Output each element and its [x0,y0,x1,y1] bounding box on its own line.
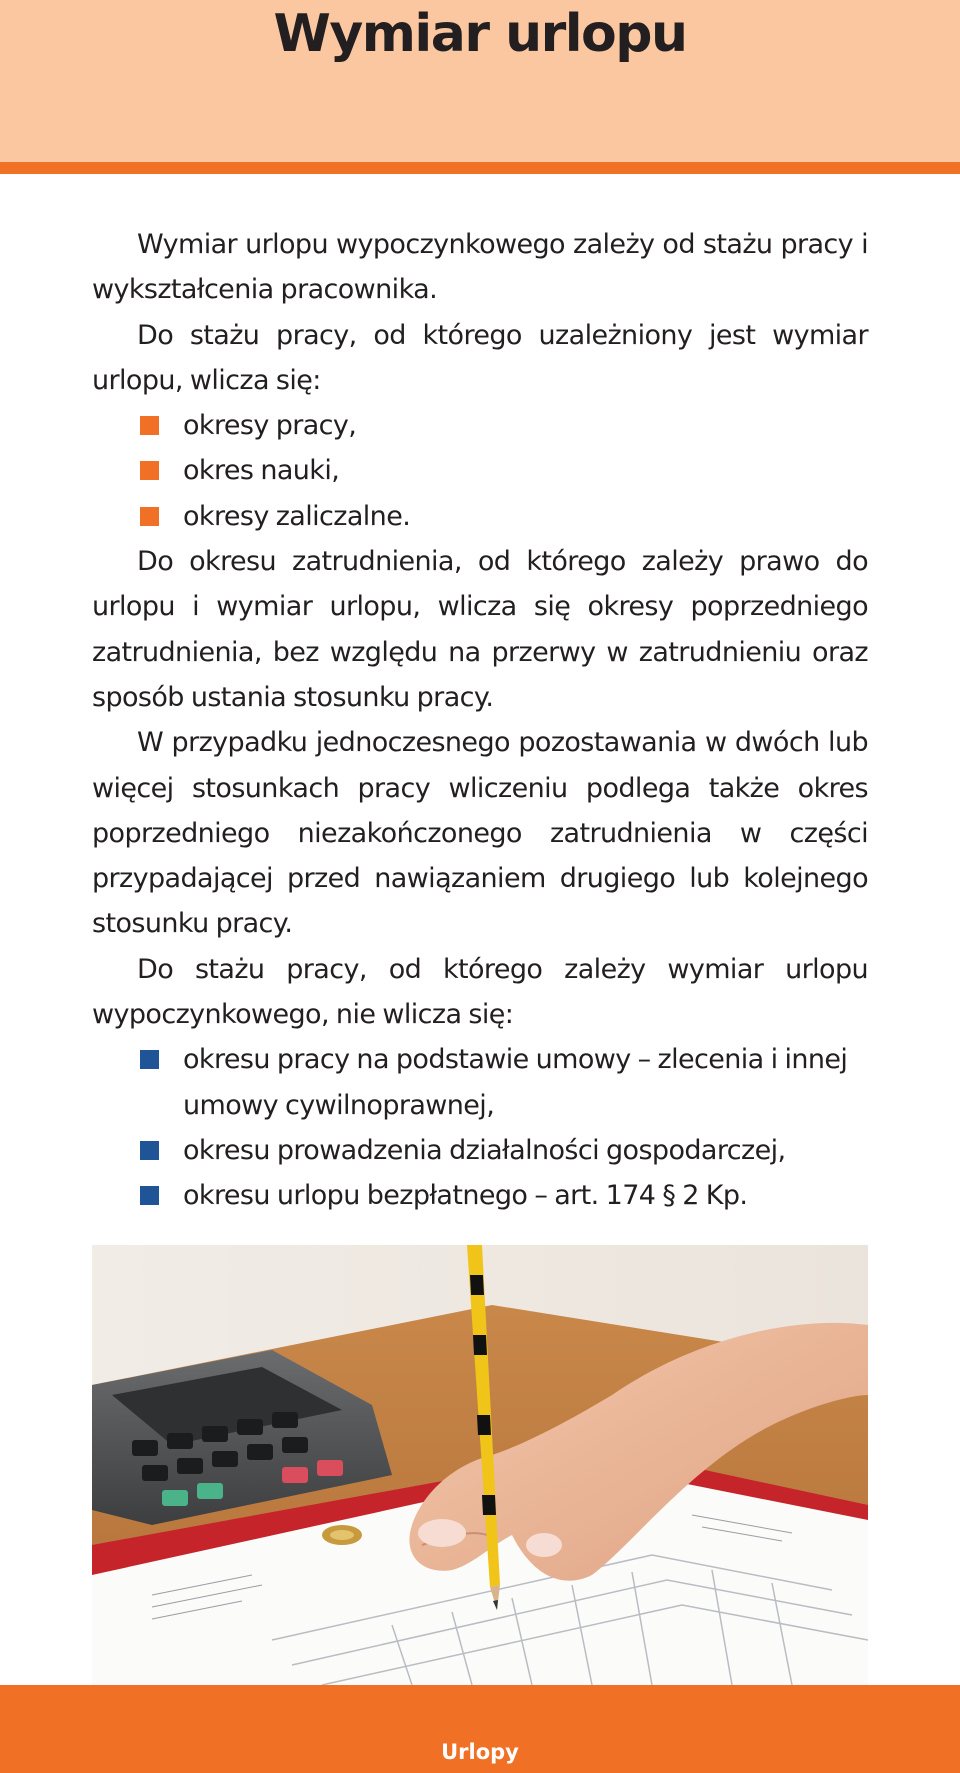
footer-band [0,1685,960,1773]
paragraph-previous-employment: Do okresu zatrudnienia, od którego zależy prawo do urlopu i wymiar urlopu, wlicza się okresy poprzedniego zatrudnienia, bez względu na przerwy w zatrudnieniu oraz sposób ustania stosunku pracy. [92,546,868,713]
list-item-text: okresu prowadzenia działalności gospodarczej, [183,1134,786,1166]
list-item [92,494,868,539]
list-item-text: okresy pracy, [183,410,357,442]
hand-writing-photo [92,1245,868,1685]
square-bullet-icon [140,1141,159,1160]
included-periods-list [92,403,868,539]
square-bullet-icon [140,1050,159,1069]
paragraph-seniority-includes: Do stażu pracy, od którego uzależniony jest wymiar urlopu, wlicza się: [92,319,868,396]
square-bullet-icon [140,1186,159,1205]
square-bullet-icon [140,507,159,526]
header-band [0,0,960,162]
footer-section-label: Urlopy [441,1740,519,1764]
main-content [92,222,868,1219]
list-item-text: okres nauki, [183,455,340,487]
page-title: Wymiar urlopu [273,4,687,64]
list-item [92,448,868,493]
list-item [92,1128,868,1173]
square-bullet-icon [140,461,159,480]
list-item [92,1037,868,1128]
paragraph-seniority-excludes: Do stażu pracy, od którego zależy wymiar urlopu wypoczynkowego, nie wlicza się: [92,953,868,1031]
excluded-periods-list [92,1037,868,1218]
list-item-text: okresu urlopu bezpłatnego – art. 174 § 2 Kp. [183,1180,748,1212]
square-bullet-icon [140,416,159,435]
paragraph-concurrent-employment: W przypadku jednoczesnego pozostawania w dwóch lub więcej stosunkach pracy wliczeniu podlega także okres poprzedniego niezakończonego zatrudnienia w części przypadającej przed nawiązaniem drugiego lub kolejnego stosunku pracy. [92,727,868,940]
list-item [92,1173,868,1218]
paragraph-leave-depends: Wymiar urlopu wypoczynkowego zależy od stażu pracy i wykształcenia pracownika. [92,229,868,306]
list-item-text: okresy zaliczalne. [183,500,411,532]
header-divider [0,162,960,174]
illustration-photo [92,1245,868,1685]
list-item-text: okresu pracy na podstawie umowy – zlecenia i innej umowy cywilnoprawnej, [183,1044,848,1121]
list-item [92,403,868,448]
